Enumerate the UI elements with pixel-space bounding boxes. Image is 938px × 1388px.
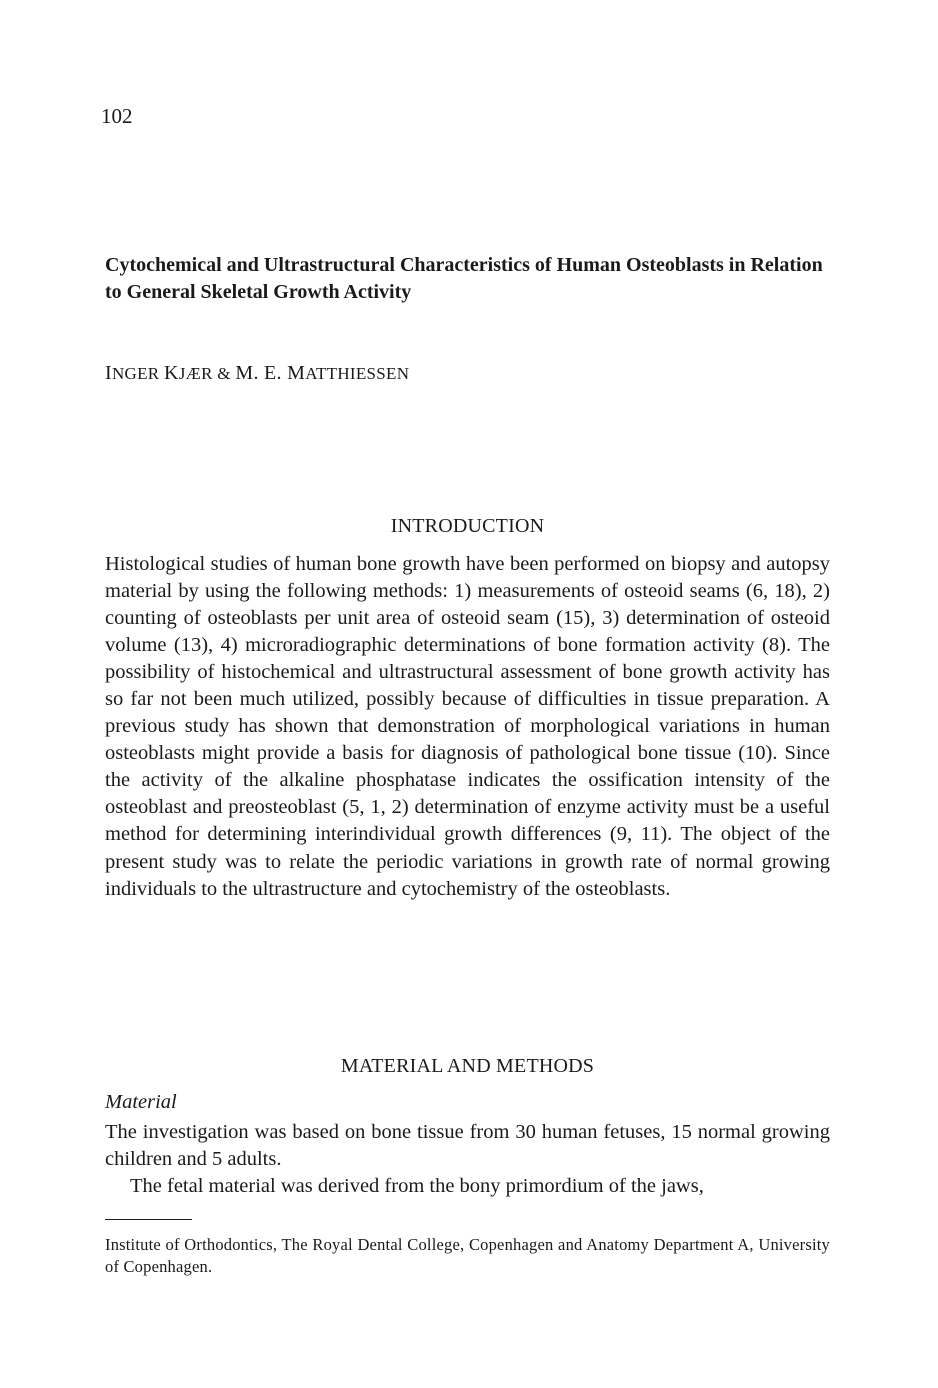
introduction-heading: INTRODUCTION (390, 515, 545, 537)
authors-line (105, 362, 409, 385)
article-title: Cytochemical and Ultrastructural Characteristics of Human Osteoblasts in Relation to General Skeletal Growth Activity (105, 254, 823, 303)
footnote-divider (105, 1219, 192, 1220)
author2-last-rest: ATTHIESSEN (305, 364, 410, 383)
introduction-paragraph: Histological studies of human bone growth have been performed on biopsy and autopsy material by using the following methods: 1) measurements of osteoid seams (6, 18), 2) counting of osteoblasts per unit area of osteoid seam (15), 3) determination of osteoid volume (13), 4) microradiographic determinations of bone formation activity (8). The possibility of histochemical and ultrastructural assessment of bone growth activity has so far not been much utilized, possibly because of difficulties in tissue preparation. A previous study has shown that demonstration of morphological variations in human osteoblasts might provide a basis for diagnosis of pathological bone tissue (10). Since the activity of the alkaline phosphatase indicates the ossification intensity of the osteoblast and preosteoblast (5, 1, 2) determination of enzyme activity must be a useful method for determining interindividual growth differences (9, 11). The object of the present study was to relate the periodic variations in growth rate of normal growing individuals to the ultrastructure and cytochemistry of the osteoblasts. (105, 553, 830, 900)
author1-initial: I (105, 362, 112, 384)
author1-last-initial: K (164, 362, 179, 384)
page-number: 102 (101, 104, 133, 128)
author-separator: & (212, 364, 236, 383)
author1-last-rest: JÆR (178, 364, 213, 383)
author2-last-initial: M (287, 362, 306, 384)
material-subheading: Material (105, 1091, 177, 1113)
methods-heading: MATERIAL AND METHODS (340, 1055, 595, 1077)
author2-initials: M. E. (235, 362, 288, 384)
author1-first-rest: NGER (111, 364, 164, 383)
affiliation-footnote: Institute of Orthodontics, The Royal Dental College, Copenhagen and Anatomy Department A, University of Copenhagen. (105, 1235, 830, 1276)
material-paragraph: The investigation was based on bone tissue from 30 human fetuses, 15 normal growing children and 5 adults. (105, 1121, 830, 1171)
fetal-material-paragraph: The fetal material was derived from the bony primordium of the jaws, (130, 1175, 704, 1197)
